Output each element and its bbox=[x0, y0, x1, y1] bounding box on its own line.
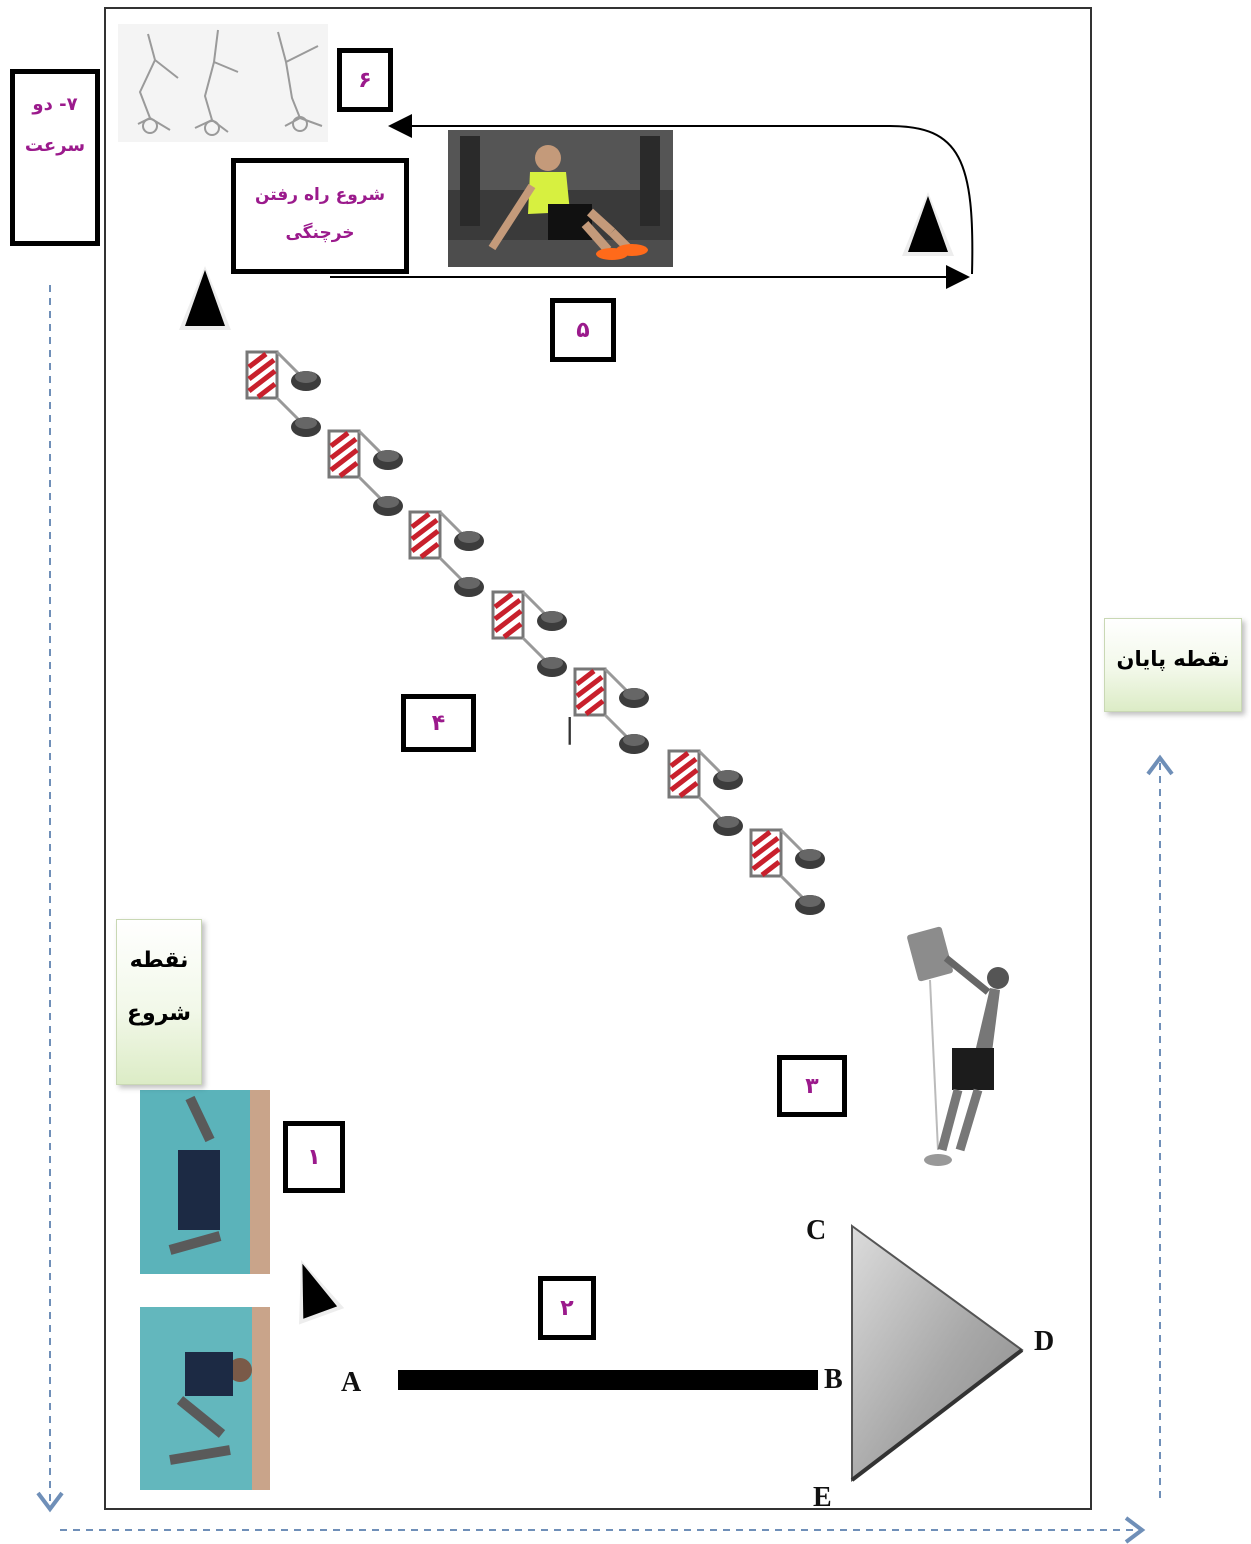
station-4-label: ۴ bbox=[401, 694, 476, 752]
point-b-label: B bbox=[824, 1364, 843, 1395]
point-c-label: C bbox=[806, 1215, 827, 1246]
end-point-box: نقطه پایان bbox=[1104, 618, 1242, 712]
hurdle-6 bbox=[669, 751, 743, 836]
sprint-label-box bbox=[10, 69, 100, 246]
hurdle-4 bbox=[493, 592, 567, 677]
station-2-label: ۲ bbox=[538, 1276, 596, 1340]
stray-mark: | bbox=[565, 712, 575, 745]
balance-beam bbox=[398, 1370, 818, 1390]
crab-walk-label-box bbox=[231, 158, 409, 274]
crab-walk-photo bbox=[448, 130, 673, 267]
sprint-label-line2: سرعت bbox=[24, 135, 86, 156]
start-point-line2: شروع bbox=[126, 1001, 192, 1026]
cone-start bbox=[279, 1252, 345, 1325]
station-1-label: ۱ bbox=[283, 1121, 345, 1193]
hurdle-3 bbox=[410, 512, 484, 597]
point-a-label: A bbox=[341, 1367, 362, 1398]
station-5-label: ۵ bbox=[550, 298, 616, 362]
wall-ball-athlete bbox=[906, 926, 1009, 1166]
hurdle-2 bbox=[329, 431, 403, 516]
sprint-label-line1: ۷- دو bbox=[32, 94, 78, 115]
station-6-label: ۶ bbox=[337, 48, 393, 112]
hurdle-5 bbox=[575, 669, 649, 754]
start-point-line1: نقطه bbox=[129, 948, 189, 973]
start-point-box bbox=[116, 919, 202, 1085]
hurdle-7 bbox=[751, 830, 825, 915]
crab-walk-label-line1: شروع راه رفتن bbox=[254, 185, 386, 205]
agility-triangle bbox=[852, 1226, 1022, 1480]
cone-top-left bbox=[179, 266, 231, 330]
point-d-label: D bbox=[1034, 1326, 1055, 1357]
crab-walk-label-line2: خرچنگی bbox=[285, 223, 355, 243]
hurdle-1 bbox=[247, 352, 321, 437]
station-3-label: ۳ bbox=[777, 1055, 847, 1117]
handstand-sketch bbox=[118, 24, 328, 142]
cone-top-right bbox=[902, 192, 954, 256]
point-e-label: E bbox=[813, 1482, 832, 1513]
station-1-photo-top bbox=[140, 1090, 270, 1274]
station-1-photo-bottom bbox=[140, 1307, 270, 1490]
